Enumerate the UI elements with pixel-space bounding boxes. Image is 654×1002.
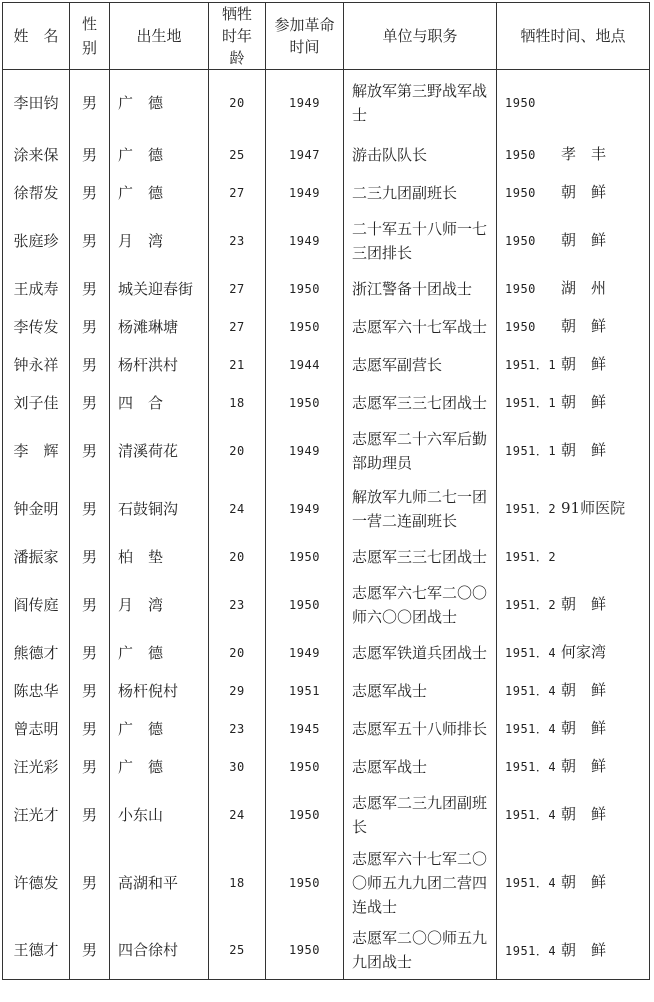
cell-age: 24 bbox=[209, 786, 266, 844]
cell-age: 27 bbox=[209, 308, 266, 346]
header-sex: 性别 bbox=[70, 3, 110, 70]
cell-birthplace: 小东山 bbox=[110, 786, 209, 844]
cell-joined: 1950 bbox=[266, 576, 344, 634]
cell-age: 21 bbox=[209, 346, 266, 384]
cell-unit: 志愿军六十七军二〇〇师五九九团二营四连战士 bbox=[344, 844, 497, 922]
death-place: 朝 鲜 bbox=[561, 805, 607, 823]
cell-birthplace: 高湖和平 bbox=[110, 844, 209, 922]
cell-age: 27 bbox=[209, 270, 266, 308]
cell-name: 汪光才 bbox=[3, 786, 70, 844]
header-row bbox=[3, 3, 650, 70]
cell-when-where bbox=[497, 422, 650, 480]
cell-sex: 男 bbox=[70, 422, 110, 480]
death-place: 朝 鲜 bbox=[561, 757, 607, 775]
cell-joined: 1949 bbox=[266, 480, 344, 538]
cell-name: 钟永祥 bbox=[3, 346, 70, 384]
table-row bbox=[3, 70, 650, 136]
death-date: 1951．4 bbox=[505, 684, 557, 698]
cell-sex: 男 bbox=[70, 480, 110, 538]
cell-when-where bbox=[497, 346, 650, 384]
header-joined: 参加革命时间 bbox=[266, 3, 344, 70]
cell-when-where bbox=[497, 480, 650, 538]
cell-sex: 男 bbox=[70, 710, 110, 748]
cell-sex: 男 bbox=[70, 346, 110, 384]
table-row bbox=[3, 346, 650, 384]
cell-age: 23 bbox=[209, 212, 266, 270]
cell-name: 钟金明 bbox=[3, 480, 70, 538]
cell-birthplace: 柏 垫 bbox=[110, 538, 209, 576]
cell-sex: 男 bbox=[70, 308, 110, 346]
table-body bbox=[3, 70, 650, 980]
cell-age: 18 bbox=[209, 384, 266, 422]
table-row bbox=[3, 538, 650, 576]
cell-when-where bbox=[497, 922, 650, 980]
cell-joined: 1950 bbox=[266, 922, 344, 980]
death-date: 1950 bbox=[505, 96, 536, 111]
cell-unit: 志愿军战士 bbox=[344, 672, 497, 710]
death-place: 朝 鲜 bbox=[561, 940, 607, 959]
cell-birthplace: 清溪荷花 bbox=[110, 422, 209, 480]
cell-joined: 1949 bbox=[266, 174, 344, 212]
header-birthplace: 出生地 bbox=[110, 3, 209, 70]
cell-unit: 志愿军六十七军战士 bbox=[344, 308, 497, 346]
cell-name: 李田钧 bbox=[3, 70, 70, 136]
table-row bbox=[3, 422, 650, 480]
death-place: 孝 丰 bbox=[561, 145, 607, 163]
cell-unit: 志愿军三三七团战士 bbox=[344, 538, 497, 576]
cell-birthplace: 广 德 bbox=[110, 174, 209, 212]
death-date: 1951．4 bbox=[505, 646, 557, 660]
cell-birthplace: 四 合 bbox=[110, 384, 209, 422]
table-row bbox=[3, 672, 650, 710]
death-place: 91师医院 bbox=[561, 499, 626, 517]
death-place: 朝 鲜 bbox=[561, 441, 607, 459]
cell-sex: 男 bbox=[70, 136, 110, 174]
header-unit: 单位与职务 bbox=[344, 3, 497, 70]
cell-name: 阎传庭 bbox=[3, 576, 70, 634]
cell-unit: 志愿军二三九团副班长 bbox=[344, 786, 497, 844]
table-row bbox=[3, 710, 650, 748]
table-row bbox=[3, 634, 650, 672]
cell-joined: 1944 bbox=[266, 346, 344, 384]
cell-when-where bbox=[497, 136, 650, 174]
cell-sex: 男 bbox=[70, 384, 110, 422]
cell-unit: 解放军第三野战军战士 bbox=[344, 70, 497, 136]
header-age: 牺牲时年龄 bbox=[209, 3, 266, 70]
cell-joined: 1949 bbox=[266, 70, 344, 136]
death-date: 1950 bbox=[505, 234, 536, 248]
cell-unit: 解放军九师二七一团一营二连副班长 bbox=[344, 480, 497, 538]
cell-unit: 志愿军铁道兵团战士 bbox=[344, 634, 497, 672]
cell-joined: 1949 bbox=[266, 422, 344, 480]
cell-when-where bbox=[497, 212, 650, 270]
death-date: 1951．4 bbox=[505, 876, 557, 890]
table-row bbox=[3, 480, 650, 538]
cell-birthplace: 广 德 bbox=[110, 710, 209, 748]
cell-joined: 1950 bbox=[266, 844, 344, 922]
cell-name: 曾志明 bbox=[3, 710, 70, 748]
cell-sex: 男 bbox=[70, 634, 110, 672]
death-place: 朝 鲜 bbox=[561, 595, 607, 613]
table-row bbox=[3, 786, 650, 844]
table-row bbox=[3, 576, 650, 634]
cell-joined: 1950 bbox=[266, 384, 344, 422]
cell-age: 20 bbox=[209, 70, 266, 136]
death-date: 1951．4 bbox=[505, 722, 557, 736]
death-place: 何家湾 bbox=[561, 643, 607, 661]
death-date: 1950 bbox=[505, 148, 536, 162]
table-header bbox=[3, 3, 650, 70]
cell-age: 20 bbox=[209, 538, 266, 576]
death-date: 1951．4 bbox=[505, 760, 557, 774]
cell-birthplace: 月 湾 bbox=[110, 576, 209, 634]
death-place: 朝 鲜 bbox=[561, 873, 607, 891]
cell-birthplace: 广 德 bbox=[110, 136, 209, 174]
cell-name: 王德才 bbox=[3, 922, 70, 980]
cell-sex: 男 bbox=[70, 70, 110, 136]
cell-joined: 1951 bbox=[266, 672, 344, 710]
cell-when-where bbox=[497, 748, 650, 786]
cell-age: 24 bbox=[209, 480, 266, 538]
martyrs-table bbox=[2, 2, 650, 980]
cell-joined: 1949 bbox=[266, 634, 344, 672]
cell-unit: 志愿军战士 bbox=[344, 748, 497, 786]
cell-birthplace: 城关迎春街 bbox=[110, 270, 209, 308]
cell-birthplace: 杨滩琳塘 bbox=[110, 308, 209, 346]
table-row bbox=[3, 212, 650, 270]
table-row bbox=[3, 174, 650, 212]
cell-age: 20 bbox=[209, 422, 266, 480]
cell-birthplace: 杨杆倪村 bbox=[110, 672, 209, 710]
cell-sex: 男 bbox=[70, 174, 110, 212]
cell-sex: 男 bbox=[70, 538, 110, 576]
cell-name: 陈忠华 bbox=[3, 672, 70, 710]
death-date: 1951．4 bbox=[505, 808, 557, 822]
header-name: 姓 名 bbox=[3, 3, 70, 70]
cell-age: 23 bbox=[209, 710, 266, 748]
cell-sex: 男 bbox=[70, 922, 110, 980]
death-place: 朝 鲜 bbox=[561, 719, 607, 737]
death-place: 朝 鲜 bbox=[561, 183, 607, 201]
cell-unit: 浙江警备十团战士 bbox=[344, 270, 497, 308]
cell-joined: 1950 bbox=[266, 538, 344, 576]
cell-unit: 游击队队长 bbox=[344, 136, 497, 174]
table-row bbox=[3, 748, 650, 786]
cell-when-where bbox=[497, 710, 650, 748]
cell-joined: 1949 bbox=[266, 212, 344, 270]
cell-sex: 男 bbox=[70, 786, 110, 844]
death-place: 湖 州 bbox=[561, 279, 607, 297]
cell-age: 20 bbox=[209, 634, 266, 672]
cell-when-where bbox=[497, 538, 650, 576]
cell-age: 18 bbox=[209, 844, 266, 922]
cell-joined: 1945 bbox=[266, 710, 344, 748]
cell-sex: 男 bbox=[70, 672, 110, 710]
cell-name: 张庭珍 bbox=[3, 212, 70, 270]
cell-unit: 志愿军六七军二〇〇师六〇〇团战士 bbox=[344, 576, 497, 634]
cell-age: 29 bbox=[209, 672, 266, 710]
cell-age: 25 bbox=[209, 136, 266, 174]
cell-name: 许德发 bbox=[3, 844, 70, 922]
cell-birthplace: 广 德 bbox=[110, 748, 209, 786]
cell-joined: 1950 bbox=[266, 308, 344, 346]
cell-when-where bbox=[497, 844, 650, 922]
cell-birthplace: 石鼓铜沟 bbox=[110, 480, 209, 538]
cell-age: 25 bbox=[209, 922, 266, 980]
cell-when-where bbox=[497, 634, 650, 672]
cell-joined: 1947 bbox=[266, 136, 344, 174]
death-date: 1950 bbox=[505, 320, 536, 334]
cell-when-where bbox=[497, 70, 650, 136]
death-date: 1951．1 bbox=[505, 396, 557, 410]
death-place: 朝 鲜 bbox=[561, 231, 607, 249]
death-date: 1950 bbox=[505, 186, 536, 200]
cell-joined: 1950 bbox=[266, 270, 344, 308]
cell-name: 涂来保 bbox=[3, 136, 70, 174]
cell-unit: 二十军五十八师一七三团排长 bbox=[344, 212, 497, 270]
cell-when-where bbox=[497, 786, 650, 844]
death-date: 1951．1 bbox=[505, 358, 557, 372]
table-row bbox=[3, 844, 650, 922]
cell-birthplace: 广 德 bbox=[110, 634, 209, 672]
cell-when-where bbox=[497, 384, 650, 422]
death-place: 朝 鲜 bbox=[561, 681, 607, 699]
cell-sex: 男 bbox=[70, 270, 110, 308]
cell-name: 王成寿 bbox=[3, 270, 70, 308]
cell-birthplace: 四合徐村 bbox=[110, 922, 209, 980]
death-date: 1951．1 bbox=[505, 444, 557, 458]
cell-unit: 志愿军副营长 bbox=[344, 346, 497, 384]
cell-name: 李传发 bbox=[3, 308, 70, 346]
cell-when-where bbox=[497, 308, 650, 346]
table-row bbox=[3, 136, 650, 174]
cell-unit: 志愿军五十八师排长 bbox=[344, 710, 497, 748]
cell-joined: 1950 bbox=[266, 748, 344, 786]
death-place: 朝 鲜 bbox=[561, 317, 607, 335]
cell-name: 汪光彩 bbox=[3, 748, 70, 786]
cell-sex: 男 bbox=[70, 748, 110, 786]
death-date: 1951．2 bbox=[505, 502, 557, 516]
cell-name: 徐帮发 bbox=[3, 174, 70, 212]
death-date: 1951．2 bbox=[505, 550, 557, 564]
cell-unit: 志愿军二十六军后勤部助理员 bbox=[344, 422, 497, 480]
death-place: 朝 鲜 bbox=[561, 393, 607, 411]
cell-birthplace: 杨杆洪村 bbox=[110, 346, 209, 384]
cell-birthplace: 广 德 bbox=[110, 70, 209, 136]
death-place: 朝 鲜 bbox=[561, 355, 607, 373]
cell-when-where bbox=[497, 672, 650, 710]
cell-when-where bbox=[497, 174, 650, 212]
death-date: 1951．4 bbox=[505, 943, 557, 958]
cell-name: 李 辉 bbox=[3, 422, 70, 480]
cell-name: 潘振家 bbox=[3, 538, 70, 576]
cell-birthplace: 月 湾 bbox=[110, 212, 209, 270]
death-date: 1951．2 bbox=[505, 598, 557, 612]
cell-name: 熊德才 bbox=[3, 634, 70, 672]
table-row bbox=[3, 384, 650, 422]
cell-joined: 1950 bbox=[266, 786, 344, 844]
table-row bbox=[3, 922, 650, 980]
cell-sex: 男 bbox=[70, 212, 110, 270]
cell-name: 刘子佳 bbox=[3, 384, 70, 422]
cell-sex: 男 bbox=[70, 576, 110, 634]
cell-age: 23 bbox=[209, 576, 266, 634]
cell-unit: 二三九团副班长 bbox=[344, 174, 497, 212]
death-date: 1950 bbox=[505, 282, 536, 296]
cell-sex: 男 bbox=[70, 844, 110, 922]
cell-unit: 志愿军二〇〇师五九九团战士 bbox=[344, 922, 497, 980]
cell-age: 27 bbox=[209, 174, 266, 212]
table-row bbox=[3, 308, 650, 346]
cell-when-where bbox=[497, 576, 650, 634]
cell-age: 30 bbox=[209, 748, 266, 786]
cell-when-where bbox=[497, 270, 650, 308]
table-row bbox=[3, 270, 650, 308]
header-when-where: 牺牲时间、地点 bbox=[497, 3, 650, 70]
cell-unit: 志愿军三三七团战士 bbox=[344, 384, 497, 422]
